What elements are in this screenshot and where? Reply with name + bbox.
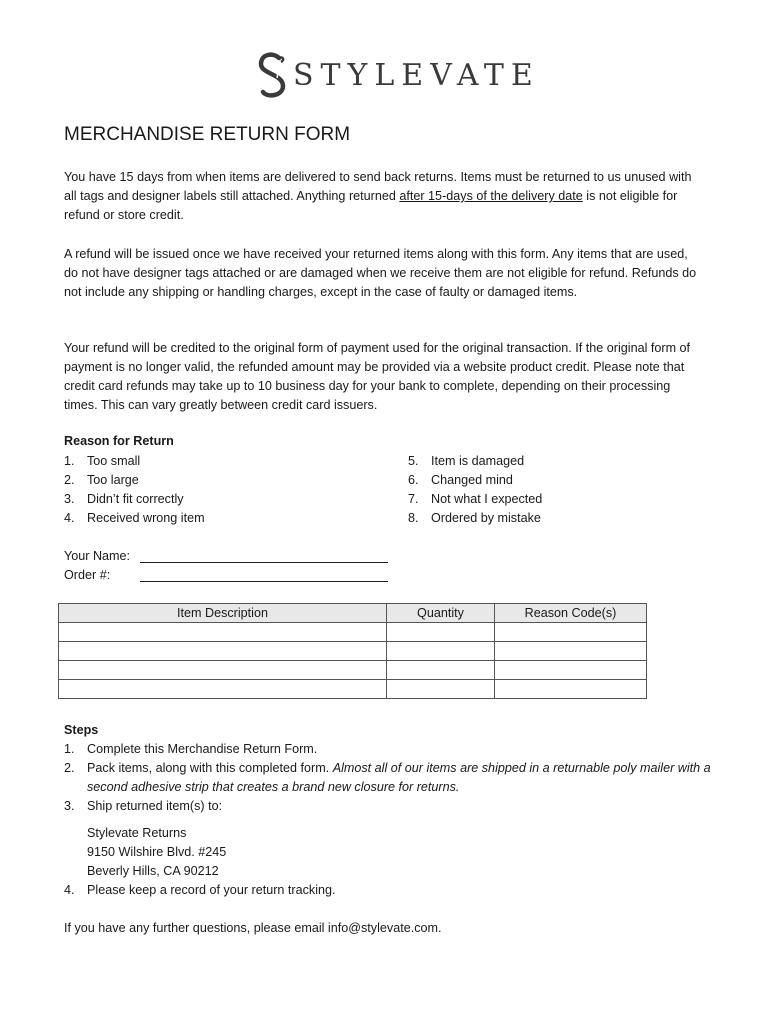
table-cell[interactable] bbox=[495, 661, 647, 680]
list-item: 3. Didn’t fit correctly bbox=[64, 492, 184, 506]
steps-list-continued bbox=[64, 881, 336, 900]
reasons-heading: Reason for Return bbox=[64, 434, 174, 448]
list-item: 4. Please keep a record of your return tracking. bbox=[64, 883, 336, 897]
return-address bbox=[87, 824, 226, 881]
table-cell[interactable] bbox=[387, 642, 495, 661]
header-quantity: Quantity bbox=[387, 604, 495, 623]
table-cell[interactable] bbox=[495, 623, 647, 642]
table-header-row bbox=[59, 604, 647, 623]
items-table bbox=[58, 603, 647, 699]
swan-s-icon bbox=[255, 48, 291, 104]
logo-wordmark: STYLEVATE bbox=[293, 58, 540, 93]
table-cell[interactable] bbox=[387, 680, 495, 699]
footer-contact: If you have any further questions, please email info@stylevate.com. bbox=[64, 921, 442, 935]
table-cell[interactable] bbox=[495, 642, 647, 661]
list-item: 8. Ordered by mistake bbox=[408, 511, 541, 525]
name-field-row bbox=[64, 548, 388, 563]
reasons-list-left bbox=[64, 452, 205, 528]
table-cell[interactable] bbox=[59, 680, 387, 699]
table-cell[interactable] bbox=[59, 623, 387, 642]
list-item: 7. Not what I expected bbox=[408, 492, 543, 506]
table-row bbox=[59, 680, 647, 699]
list-item: 1. Complete this Merchandise Return Form. bbox=[64, 742, 318, 756]
order-field-row bbox=[64, 567, 388, 582]
table-cell[interactable] bbox=[387, 661, 495, 680]
name-field[interactable] bbox=[140, 548, 388, 563]
address-line: 9150 Wilshire Blvd. #245 bbox=[87, 845, 227, 859]
header-reason-codes: Reason Code(s) bbox=[495, 604, 647, 623]
paragraph-refund-payment: Your refund will be credited to the original form of payment used for the original transaction. If the original form of payment is no longer valid, the refunded amount may be provided via a website product credit. Please note that credit card refunds may take up to 10 business day for your bank to complete, depending on their processing times. This can vary greatly between credit card issuers. bbox=[64, 341, 691, 412]
order-label: Order #: bbox=[64, 568, 111, 582]
list-item: 5. Item is damaged bbox=[408, 454, 525, 468]
reasons-list-right bbox=[408, 452, 542, 528]
table-cell[interactable] bbox=[59, 642, 387, 661]
list-item: 4. Received wrong item bbox=[64, 511, 205, 525]
address-line: Stylevate Returns bbox=[87, 826, 187, 840]
table-cell[interactable] bbox=[59, 661, 387, 680]
steps-list bbox=[64, 740, 714, 816]
stylevate-logo bbox=[255, 48, 540, 106]
order-number-field[interactable] bbox=[140, 567, 388, 582]
header-item-description: Item Description bbox=[59, 604, 387, 623]
table-row bbox=[59, 642, 647, 661]
address-line: Beverly Hills, CA 90212 bbox=[87, 864, 219, 878]
paragraph-returns-window: You have 15 days from when items are delivered to send back returns. Items must be returned to us unused with all tags and designer labels still attached. Anything returned after 15-days of the delivery date is not eligible for refund or store credit. bbox=[64, 170, 692, 222]
list-item: 6. Changed mind bbox=[408, 473, 513, 487]
steps-heading: Steps bbox=[64, 723, 99, 737]
page-title: MERCHANDISE RETURN FORM bbox=[64, 124, 351, 145]
table-cell[interactable] bbox=[495, 680, 647, 699]
table-cell[interactable] bbox=[387, 623, 495, 642]
paragraph-refund-policy: A refund will be issued once we have received your returned items along with this form. Any items that are used, do not have designer tags attached or are damaged when we receive them are not eligible for refund. Refunds do not include any shipping or handling charges, except in the case of faulty or damaged items. bbox=[64, 247, 697, 299]
table-row bbox=[59, 623, 647, 642]
list-item: 3. Ship returned item(s) to: bbox=[64, 799, 223, 813]
table-row bbox=[59, 661, 647, 680]
list-item: 2. Too large bbox=[64, 473, 139, 487]
list-item: 2. Pack items, along with this completed form. Almost all of our items are shipped in a returnable poly mailer with a second adhesive strip that creates a brand new closure for returns. bbox=[64, 761, 711, 794]
list-item: 1. Too small bbox=[64, 454, 141, 468]
name-label: Your Name: bbox=[64, 549, 131, 563]
